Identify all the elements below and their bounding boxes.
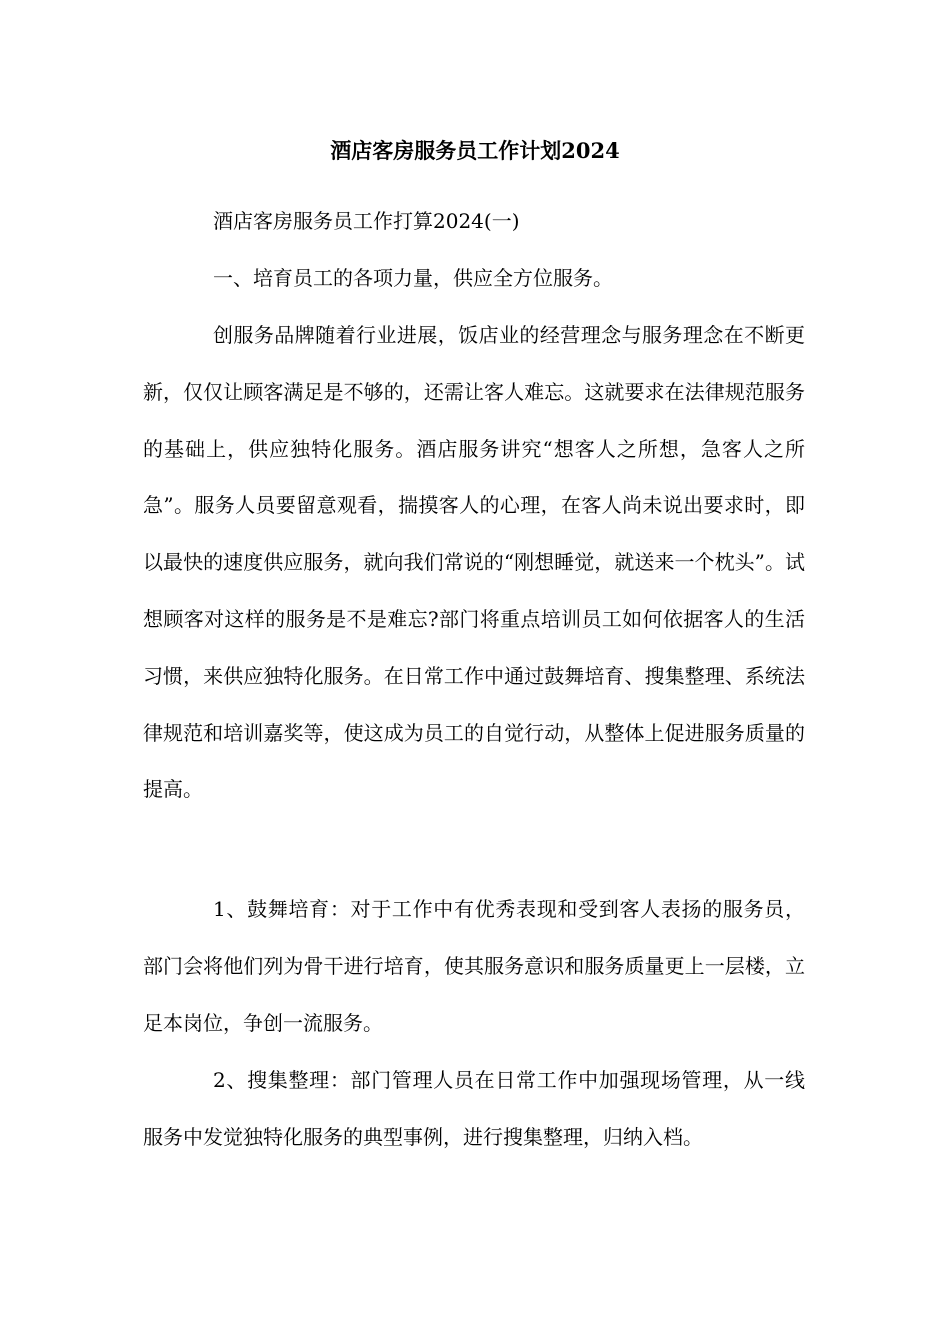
paragraph-collect-organize: 2、搜集整理：部门管理人员在日常工作中加强现场管理，从一线服务中发觉独特化服务的典型事例，进行搜集整理，归纳入档。 xyxy=(143,1068,805,1149)
paragraph-encourage-training: 1、鼓舞培育：对于工作中有优秀表现和受到客人表扬的服务员，部门会将他们列为骨干进行培育，使其服务意识和服务质量更上一层楼，立足本岗位，争创一流服务。 xyxy=(143,897,805,1035)
document-title: 酒店客房服务员工作计划2024 xyxy=(330,138,620,163)
paragraph-service-brand: 创服务品牌随着行业进展，饭店业的经营理念与服务理念在不断更新，仅仅让顾客满足是不够的，还需让客人难忘。这就要求在法律规范服务的基础上，供应独特化服务。酒店服务讲究“想客人之所想，急客人之所急”。服务人员要留意观看，揣摸客人的心理，在客人尚未说出要求时，即以最快的速度供应服务，就向我们常说的“刚想睡觉，就送来一个枕头”。试想顾客对这样的服务是不是难忘?部门将重点培训员工如何依据客人的生活习惯，来供应独特化服务。在日常工作中通过鼓舞培育、搜集整理、系统法律规范和培训嘉奖等，使这成为员工的自觉行动，从整体上促进服务质量的提高。 xyxy=(143,323,805,802)
section-heading: 一、培育员工的各项力量，供应全方位服务。 xyxy=(213,266,613,290)
document-subtitle: 酒店客房服务员工作打算2024(一) xyxy=(213,209,520,233)
